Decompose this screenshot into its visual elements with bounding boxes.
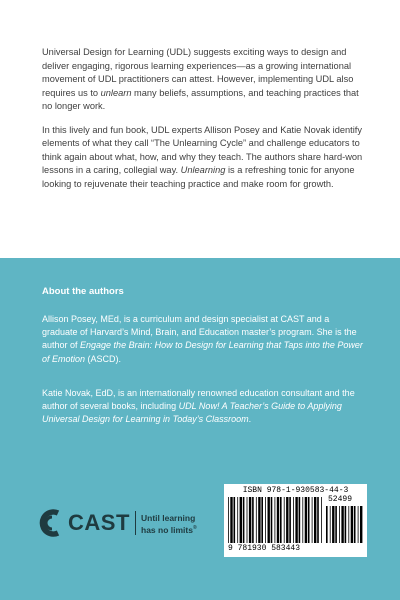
- cast-logo-word: CAST: [68, 510, 130, 535]
- cast-logo-mark-icon: [37, 507, 65, 539]
- description-section: [0, 0, 400, 258]
- isbn-number: ISBN 978-1-930583-44-3: [242, 486, 349, 495]
- price-addon-number: 52499: [328, 495, 353, 504]
- description-paragraph-1: Universal Design for Learning (UDL) suggests exciting ways to design and deliver engaging, rigorous learning experiences—as a growing international movement of UDL practitioners can attest. However, implementing UDL also requires us to unlearn many beliefs, assumptions, and teaching practices that no longer work.: [42, 47, 359, 111]
- cast-tagline: Until learning has no limits®: [141, 513, 197, 535]
- about-authors-heading: About the authors: [42, 286, 124, 297]
- isbn-barcode: [224, 484, 367, 557]
- description-text: [42, 46, 367, 191]
- author-bio-novak: Katie Novak, EdD, is an internationally renowned education consultant and the author of several books, including UDL Now! A Teacher’s Guide to Applying Universal Design for Learning in Today’s Classroom.: [42, 388, 355, 425]
- cast-logo: [37, 507, 227, 539]
- ean-barcode-bars: [228, 497, 324, 543]
- ean-number: 9 781930 583443: [228, 544, 301, 553]
- description-paragraph-2: In this lively and fun book, UDL experts Allison Posey and Katie Novak identify elements of what they call “The Unlearning Cycle” and challenge educators to think again about what, how, and why they teach. The authors share hard-won lessons in a caring, collegial way. Unlearning is a refreshing tonic for anyone looking to rejuvenate their teaching practice and make room for growth.: [42, 124, 363, 189]
- logo-divider: [135, 511, 136, 535]
- addon-barcode-bars: [326, 506, 364, 543]
- author-bio-posey: Allison Posey, MEd, is a curriculum and design specialist at CAST and a graduate of Harvard’s Mind, Brain, and Education master’s program. She is the author of Engage the Brain: How to Design for Learning that Taps into the Power of Emotion (ASCD).: [42, 314, 363, 364]
